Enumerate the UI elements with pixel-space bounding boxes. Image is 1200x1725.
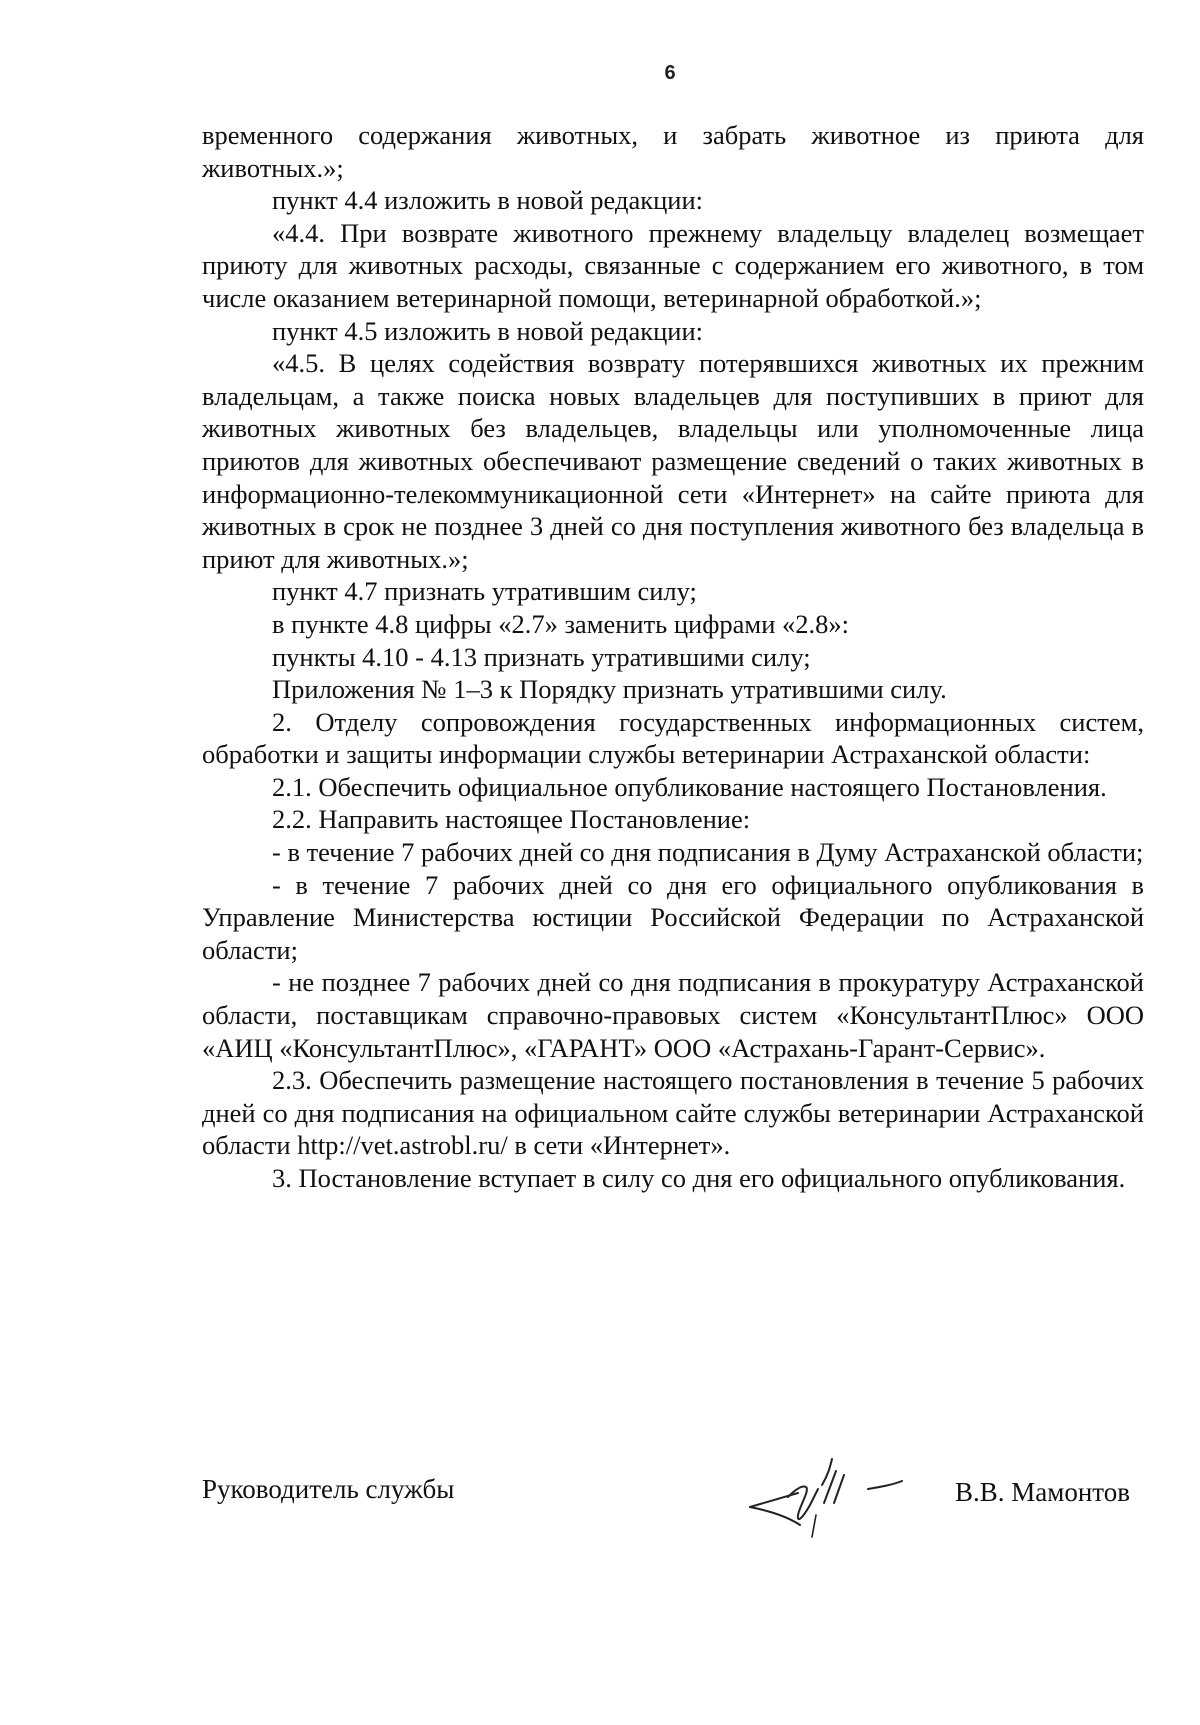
paragraph: пункт 4.4 изложить в новой редакции:	[272, 185, 703, 216]
paragraph: 2.3. Обеспечить размещение настоящего постановления в течение 5 рабочих дней со дня подписания на официальном сайте службы ветеринарии Астраханской области http://vet.astrobl.ru/ в сети «Интернет».	[202, 1065, 1144, 1161]
paragraph: 3. Постановление вступает в силу со дня его официального опубликования.	[272, 1163, 1126, 1193]
paragraph: «4.5. В целях содействия возврату потерявшихся животных их прежним владельцам, а также поиска новых владельцев для поступивших в приют для животных животных без владельцев, владельцы или уполномоченные лица приютов для животных обеспечивают размещение сведений о таких животных в информационно-телекоммуникационной сети «Интернет» на сайте приюта для животных в срок не позднее 3 дней со дня поступления животного без владельца в приют для животных.»;	[202, 348, 1144, 574]
paragraph: Приложения № 1–3 к Порядку признать утратившими силу.	[272, 674, 947, 705]
paragraph: 2.2. Направить настоящее Постановление:	[272, 804, 751, 835]
document-body	[202, 119, 1144, 1195]
paragraph: 2.1. Обеспечить официальное опубликование настоящего Постановления.	[272, 771, 1107, 802]
paragraph: пункт 4.7 признать утратившим силу;	[272, 576, 697, 607]
paragraph: - не позднее 7 рабочих дней со дня подписания в прокуратуру Астраханской области, поставщикам справочно-правовых систем «КонсультантПлюс» ООО «АИЦ «КонсультантПлюс», «ГАРАНТ» ООО «Астрахань-Гарант-Сервис».	[202, 967, 1144, 1063]
page-number: 6	[664, 62, 676, 84]
signatory-title: Руководитель службы	[202, 1474, 455, 1504]
paragraph: - в течение 7 рабочих дней со дня его официального опубликования в Управление Министерства юстиции Российской Федерации по Астраханской области;	[202, 869, 1144, 965]
signatory-name: В.В. Мамонтов	[955, 1477, 1130, 1507]
paragraph: пункты 4.10 - 4.13 признать утратившими силу;	[272, 641, 811, 672]
paragraph: временного содержания животных, и забрать животное из приюта для животных.»;	[202, 120, 1144, 183]
handwritten-signature	[740, 1445, 930, 1540]
paragraph: пункт 4.5 изложить в новой редакции:	[272, 315, 703, 346]
paragraph: в пункте 4.8 цифры «2.7» заменить цифрами «2.8»:	[272, 608, 849, 639]
paragraph: 2. Отделу сопровождения государственных информационных систем, обработки и защиты информации службы ветеринарии Астраханской области:	[202, 706, 1144, 770]
paragraph: «4.4. При возврате животного прежнему владельцу владелец возмещает приюту для животных расходы, связанные с содержанием его животного, в том числе оказанием ветеринарной помощи, ветеринарной обработкой.»;	[202, 217, 1144, 313]
paragraph: - в течение 7 рабочих дней со дня подписания в Думу Астраханской области;	[272, 837, 1144, 868]
